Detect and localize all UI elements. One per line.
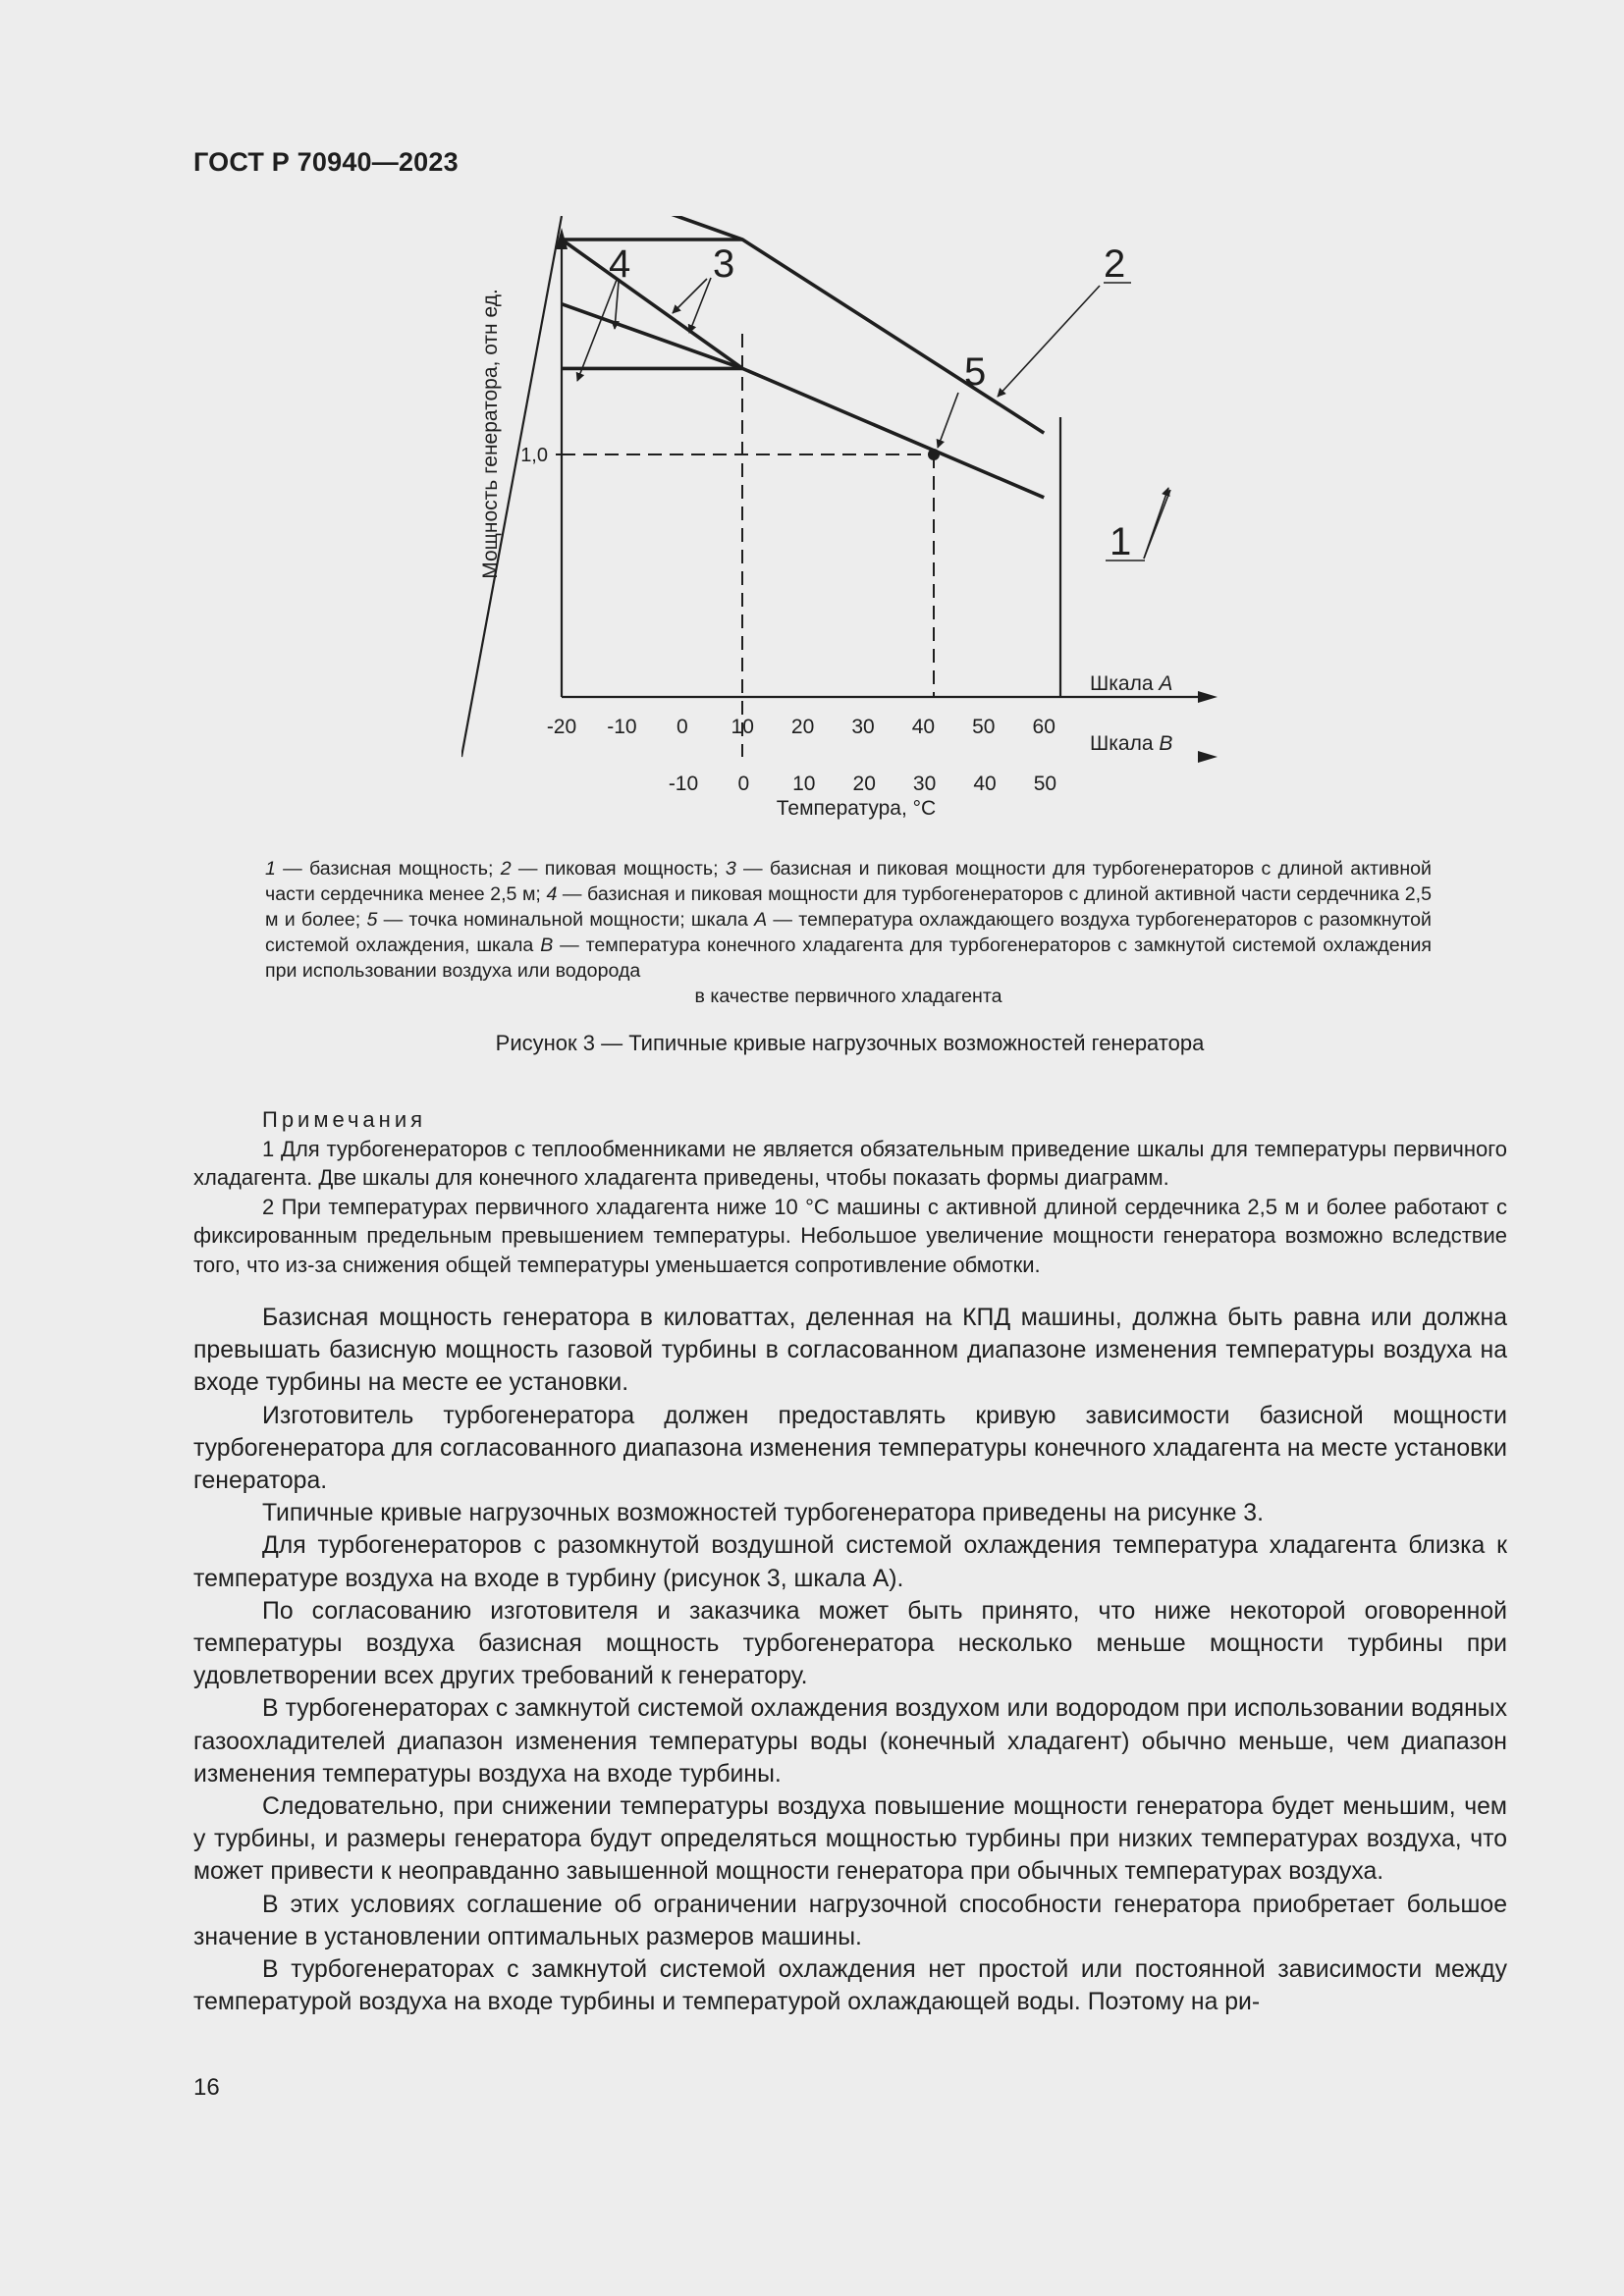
callout-2: 2 bbox=[1104, 242, 1126, 286]
body-text bbox=[193, 1302, 1507, 2018]
scale-a-ticks bbox=[547, 716, 1056, 738]
scale-a-tick-label: 10 bbox=[731, 716, 754, 738]
rated-point bbox=[928, 449, 940, 460]
paragraph: Следовательно, при снижении температуры воздуха повышение мощности генератора будет меньшим, чем у турбины, и размеры генератора будут определяться мощностью турбины при низких температурах воздуха, что может привести к неоправданно завышенной мощности генератора при обычных температурах воздуха. bbox=[193, 1793, 1507, 1886]
scale-a-label: Шкала А bbox=[1090, 672, 1173, 695]
paragraph: В этих условиях соглашение об ограничении нагрузочной способности генератора приобретает большое значение в установлении оптимальных размеров машины. bbox=[193, 1891, 1507, 1950]
scale-a-tick-label: 40 bbox=[911, 716, 936, 738]
scale-b-tick-label: 0 bbox=[737, 773, 750, 795]
y-tick-label: 1,0 bbox=[520, 445, 548, 466]
curve-2 bbox=[562, 216, 1044, 433]
scale-b-axis bbox=[461, 216, 562, 757]
scale-a-tick-label: 60 bbox=[1032, 716, 1056, 738]
scale-b-tick-label: 10 bbox=[792, 773, 816, 795]
paragraph: По согласованию изготовителя и заказчика может быть принято, что ниже некоторой оговоренной температуры воздуха базисная мощность турбогенератора несколько меньше мощности турбины при удовлетворении всех других требований к генератору. bbox=[193, 1597, 1507, 1690]
scale-a-tick-label: 0 bbox=[676, 716, 688, 738]
scale-a-tick-label: -20 bbox=[546, 716, 577, 738]
figure-caption: Рисунок 3 — Типичные кривые нагрузочных возможностей генератора bbox=[495, 1031, 1205, 1055]
callout-5: 5 bbox=[964, 350, 987, 394]
paragraph: Базисная мощность генератора в киловаттах, деленная на КПД машины, должна быть равна или должна превышать базисную мощность газовой турбины в согласованном диапазоне изменения температуры воздуха на входе турбины на месте ее установки. bbox=[193, 1305, 1507, 1397]
scale-b-tick-label: 40 bbox=[973, 773, 997, 795]
scale-b-tick-label: 20 bbox=[852, 773, 876, 795]
x-axis-label: Температура, °С bbox=[776, 797, 937, 820]
page-number: 16 bbox=[193, 2074, 220, 2101]
paragraph: Изготовитель турбогенератора должен предоставлять кривую зависимости базисной мощности турбогенератора для согласованного диапазона изменения температуры конечного хладагента на месте установки генератора. bbox=[193, 1402, 1507, 1495]
note-item: 1 Для турбогенераторов с теплообменниками не является обязательным приведение шкалы для температуры первичного хладагента. Две шкалы для конечного хладагента приведены, чтобы показать формы диаграмм. bbox=[193, 1136, 1507, 1190]
curve-1 bbox=[562, 304, 1044, 498]
scale-a-arrow bbox=[1198, 691, 1218, 703]
callout-1: 1 bbox=[1110, 520, 1132, 563]
scale-b-ticks bbox=[669, 773, 1056, 795]
notes-title: Примечания bbox=[262, 1107, 427, 1132]
scale-a-tick-label: 50 bbox=[972, 716, 996, 738]
paragraph: Для турбогенераторов с разомкнутой воздушной системой охлаждения температура хладагента близка к температуре воздуха на входе в турбину (рисунок 3, шкала А). bbox=[193, 1532, 1507, 1592]
scale-b-label: Шкала В bbox=[1090, 732, 1173, 755]
document-header: ГОСТ Р 70940—2023 bbox=[193, 147, 459, 177]
notes-block bbox=[193, 1105, 1507, 1279]
callout-4: 4 bbox=[609, 242, 631, 286]
paragraph: В турбогенераторах с замкнутой системой охлаждения нет простой или постоянной зависимости между температурой воздуха на входе турбины и температурой охлаждающей воды. Поэтому на ри- bbox=[193, 1956, 1507, 2016]
scale-b-arrow bbox=[1198, 751, 1218, 763]
y-axis-label: Мощность генератора, отн ед. bbox=[479, 289, 502, 579]
figure-legend: 1 — базисная мощность; 2 — пиковая мощность; 3 — базисная и пиковая мощности для турбогенераторов с длиной активной части сердечника менее 2,5 м; 4 — базисная и пиковая мощности для турбогенераторов с длиной активной части сердечника 2,5 м и более; 5 — точка номинальной мощности; шкала А — температура охлаждающего воздуха турбогенераторов с разомкнутой системой охлаждения, шкала В — температура конечного хладагента для турбогенераторов с замкнутой системой охлаждения при использовании воздуха или водорода в качестве первичного хладагента bbox=[265, 858, 1433, 1007]
paragraph: В турбогенераторах с замкнутой системой охлаждения воздухом или водородом при использовании водяных газоохладителей диапазон изменения температуры воды (конечный хладагент) обычно меньше, чем диапазон изменения температуры воздуха на входе турбины. bbox=[193, 1695, 1507, 1788]
scale-b-tick-label: 30 bbox=[912, 773, 937, 795]
note-item: 2 При температурах первичного хладагента ниже 10 °С машины с активной длиной сердечника 2,5 м и более работают с фиксированным предельным превышением температуры. Небольшое увеличение мощности генератора возможно вследствие того, что из-за снижения общей температуры уменьшается сопротивление обмотки. bbox=[193, 1194, 1507, 1277]
scale-b-tick-label: -10 bbox=[668, 773, 699, 795]
paragraph: Типичные кривые нагрузочных возможностей турбогенератора приведены на рисунке 3. bbox=[262, 1500, 1264, 1527]
load-capability-figure bbox=[461, 216, 1247, 844]
scale-a-tick-label: -10 bbox=[607, 716, 637, 738]
scale-a-tick-label: 30 bbox=[851, 716, 875, 738]
callout-3: 3 bbox=[713, 242, 735, 286]
scale-a-tick-label: 20 bbox=[790, 716, 815, 738]
scale-b-tick-label: 50 bbox=[1033, 773, 1057, 795]
leaders bbox=[577, 278, 1170, 561]
